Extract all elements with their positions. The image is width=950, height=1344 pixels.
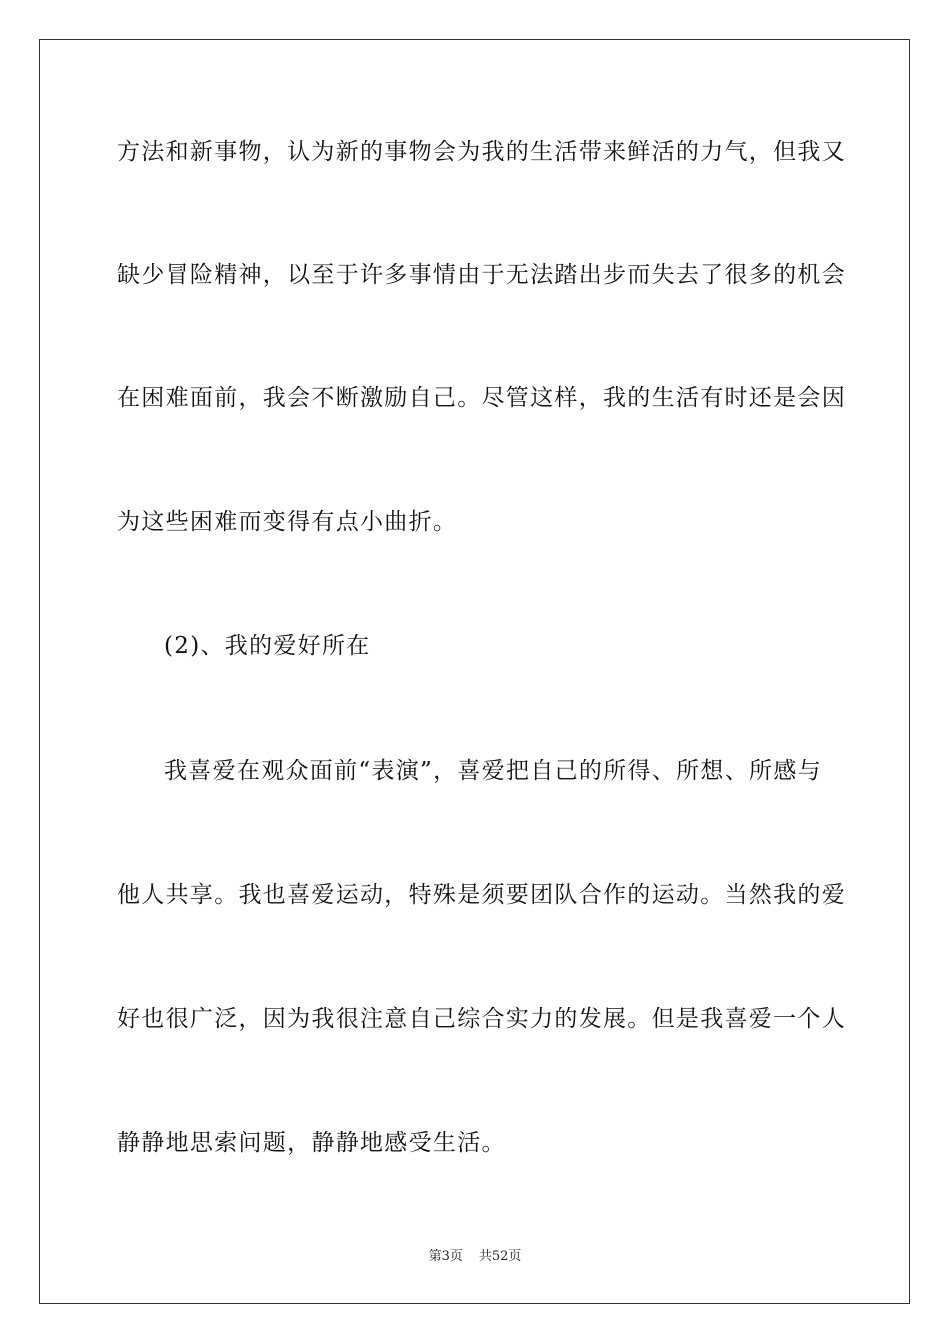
total-pages: 共52页 (478, 1249, 522, 1264)
paragraph-line: 好也很广泛，因为我很注意自己综合实力的发展。但是我喜爱一个人 (117, 1006, 846, 1032)
paragraph-line: 我喜爱在观众面前“表演”，喜爱把自己的所得、所想、所感与 (164, 758, 822, 784)
paragraph-line: 缺少冒险精神，以至于许多事情由于无法踏出步而失去了很多的机会 (117, 262, 846, 288)
page-footer (0, 1248, 950, 1266)
section-heading: (2)、我的爱好所在 (164, 633, 371, 659)
paragraph-line: 静静地思索问题，静静地感受生活。 (117, 1130, 506, 1156)
paragraph-line: 方法和新事物，认为新的事物会为我的生活带来鲜活的力气，但我又 (117, 139, 846, 165)
page-number: 第3页 (428, 1249, 463, 1264)
page-border (39, 39, 910, 1304)
paragraph-line: 为这些困难而变得有点小曲折。 (117, 509, 458, 535)
paragraph-line: 在困难面前，我会不断激励自己。尽管这样，我的生活有时还是会因 (117, 385, 846, 411)
paragraph-line: 他人共享。我也喜爱运动，特殊是须要团队合作的运动。当然我的爱 (117, 882, 846, 908)
